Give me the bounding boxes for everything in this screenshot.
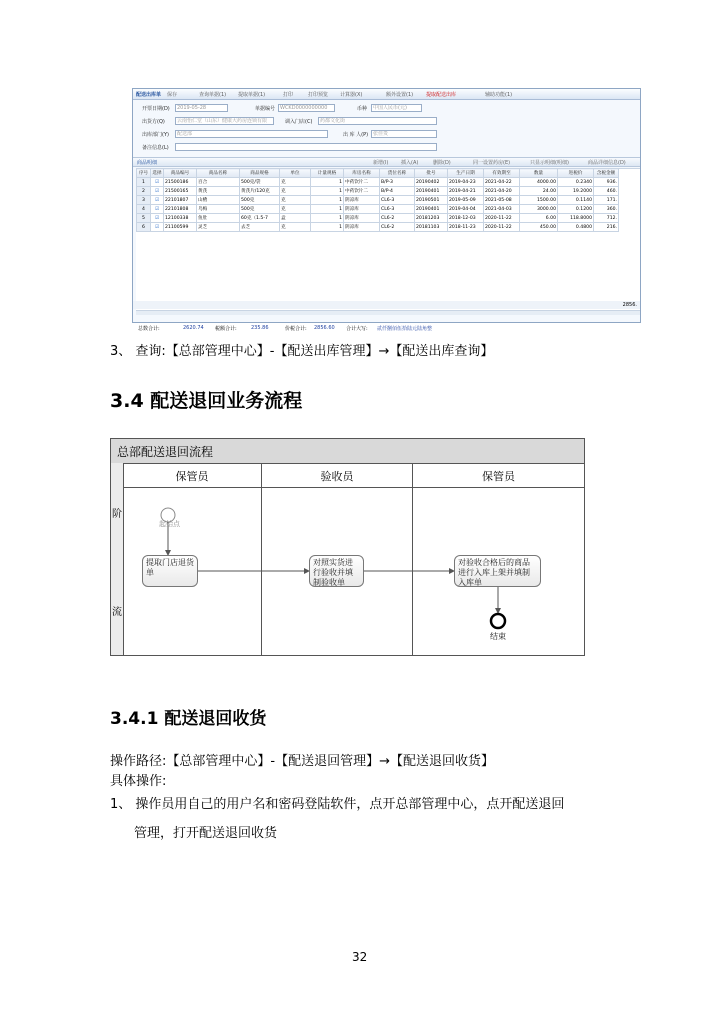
grid-cell: 阴凉库 [344,205,380,214]
qty-value: 2620.74 [183,325,204,331]
doc-no-field[interactable]: WCKD0000000000 [278,104,335,112]
tb-preview[interactable]: 打印预览 [308,92,329,98]
screenshot-toolbar [133,89,640,100]
person-label: 出 库 人(P) [343,132,369,138]
grid-cell: 灵芝 [197,223,240,232]
grid-row[interactable] [137,187,619,196]
grid-cell: 百合 [197,178,240,187]
grid-col-header[interactable]: 批号 [415,169,448,178]
goods-grid [136,168,619,232]
grid-cell: CL6-2 [380,223,415,232]
grid-cell: 克 [280,178,311,187]
flow-box-extract: 提取门店退货单 [142,555,198,587]
grid-col-header[interactable]: 有效期至 [484,169,520,178]
grid-cell: 936. [594,178,619,187]
flow-title: 总部配送退回流程 [117,445,214,459]
grid-col-header[interactable]: 商品规格 [240,169,280,178]
grid-cell: 2019-05-09 [448,196,484,205]
open-date-field[interactable]: 2019-05-28 [175,104,228,112]
amount-value: 2856.60 [314,325,335,331]
grid-cell: 216. [594,223,619,232]
doc-no-label: 单据编号 [255,106,276,112]
grid-cell: 鱼肚 [197,214,240,223]
tb-extra[interactable]: 额外设置(1) [386,92,414,98]
grid-cell: 20190401 [415,205,448,214]
grid-cell: 6.00 [520,214,558,223]
grid-cell: B/P-4 [380,187,415,196]
grid-cell: 22101808 [164,205,197,214]
grid-cell: 20190401 [415,187,448,196]
page-number: 32 [352,950,368,964]
grid-cell: 6 [137,223,151,232]
grid-cell: 500克/袋 [240,178,280,187]
grid-cell: 2021-05-08 [484,196,520,205]
grid-cell: 中药饮片二 [344,187,380,196]
section-3-4-1-heading: 3.4.1 配送退回收货 [110,709,267,729]
grid-cell: 118.8000 [558,214,594,223]
tb-extract-out[interactable]: 提取配送出库 [426,92,457,98]
grid-cell: 中药饮片二 [344,178,380,187]
flow-side-bottom: 流 [112,607,122,618]
grid-cell: 12100338 [164,214,197,223]
grid-col-header[interactable]: 数量 [520,169,558,178]
grid-cell: 4 [137,205,151,214]
grid-cell: 0.1200 [558,205,594,214]
tax-label: 税额合计: [215,326,237,332]
step1-line1: 1、 操作员用自己的用户名和密码登陆软件，点开总部管理中心，点开配送退回 [110,797,565,812]
flow-side-top: 阶 [112,509,122,520]
grid-cell: 20181103 [415,223,448,232]
grid-cell: 1 [311,214,344,223]
grid-cell: 克 [280,205,311,214]
grid-cell: 460. [594,187,619,196]
grid-delete[interactable]: 删除(D) [433,160,451,166]
currency-label: 币种 [357,106,368,112]
tb-extract[interactable]: 提取单据(1) [238,92,266,98]
grid-cell: 2021-04-22 [484,178,520,187]
grid-cell: 2019-04-21 [448,187,484,196]
tax-value: 235.86 [251,325,269,331]
grid-col-header[interactable]: 进税价 [558,169,594,178]
grid-cell: 2019-04-04 [448,205,484,214]
grid-cell: 2019-04-23 [448,178,484,187]
tb-aux[interactable]: 辅助功能(1) [485,92,513,98]
grid-col-header[interactable]: 含税金额 [594,169,619,178]
grid-cell: 2018-12-03 [448,214,484,223]
out-org-field[interactable]: 云南怡仁堂（山东）健康大药房连锁有限 [175,117,274,125]
grid-cell: 3000.00 [520,205,558,214]
grid-cell: 2020-11-22 [484,223,520,232]
flow-connectors [111,439,584,655]
grid-cell: 2021-04-03 [484,205,520,214]
in-store-field[interactable]: 药都文化街 [318,117,437,125]
grid-col-header[interactable]: 计量规格 [311,169,344,178]
open-date-label: 开票日期(D) [142,106,170,112]
flow-diagram [110,438,585,656]
flow-box-putaway: 对验收合格后的商品进行入库上架并填制入库单 [454,555,541,587]
dept-label: 出库部门(Y) [142,132,169,138]
grid-cell: 21100599 [164,223,197,232]
grid-cell: 去芝 [240,223,280,232]
grid-cell: 1 [311,223,344,232]
grid-cell: 1 [311,187,344,196]
total-value: 2856. [622,302,637,308]
qty-label: 总数合计: [138,326,160,332]
operation-path: 操作路径:【总部管理中心】-【配送退回管理】→【配送退回收货】 [110,754,494,769]
grid-cell: 4000.00 [520,178,558,187]
grid-cell: CL6-3 [380,205,415,214]
start-label: 起始点 [159,520,180,528]
grid-cell: 黄芪片/120克 [240,187,280,196]
grid-toolbar [133,157,640,167]
grid-col-header[interactable]: 商品名称 [197,169,240,178]
grid-cell: 2020-11-22 [484,214,520,223]
grid-cell: 0.2340 [558,178,594,187]
grid-cell: 360. [594,205,619,214]
grid-cell: 60克（1.5-7 [240,214,280,223]
grid-cell: 阴凉库 [344,214,380,223]
totals-row [133,301,640,309]
grid-cell: CL6-3 [380,196,415,205]
grid-row[interactable] [137,223,619,232]
grid-goods-info[interactable]: 商品详细信息(D) [588,160,626,166]
end-node [491,614,505,628]
grid-add[interactable]: 新增(I) [373,160,389,166]
upper-label: 合计大写: [346,326,368,332]
grid-col-header[interactable]: 货位名称 [380,169,415,178]
out-org-label: 出货方(Q) [142,119,165,125]
currency-field[interactable]: 中国人民币(元) [371,104,422,112]
grid-col-header[interactable]: 序号 [137,169,151,178]
grid-cell: 500克 [240,196,280,205]
tb-calc[interactable]: 计算器(X) [340,92,363,98]
grid-cell: 黄芪 [197,187,240,196]
grid-cell: 乌梅 [197,205,240,214]
tb-print[interactable]: 打印 [283,92,294,98]
grid-cell: 22101807 [164,196,197,205]
grid-col-header[interactable]: 生产日期 [448,169,484,178]
grid-col-header[interactable]: 库房名称 [344,169,380,178]
grid-insert[interactable]: 插入(A) [401,160,419,166]
grid-col-header[interactable]: 商品编号 [164,169,197,178]
amount-label: 价税合计: [285,326,307,332]
step3-text: 3、 查询:【总部管理中心】-【配送出库管理】→【配送出库查询】 [110,344,494,359]
grid-cell: 克 [280,196,311,205]
dept-field[interactable]: 配送部 [175,130,328,138]
lane-3-header: 保管员 [482,470,515,483]
grid-cell: 盒 [280,214,311,223]
grid-cell: 712. [594,214,619,223]
tb-query[interactable]: 查询单据(1) [199,92,227,98]
grid-cell: 171. [594,196,619,205]
grid-cell: 山楂 [197,196,240,205]
grid-row[interactable] [137,205,619,214]
end-label: 结束 [490,632,506,641]
grid-scrollbar[interactable] [136,310,640,315]
grid-cell: 3 [137,196,151,205]
detail-label: 具体操作: [110,774,167,789]
grid-cell: B/P-3 [380,178,415,187]
step1-line2: 管理，打开配送退回收货 [134,826,278,841]
lane-2-header: 验收员 [320,470,354,483]
grid-same-set[interactable]: 同一设置药房(E) [473,160,511,166]
grid-cell: 20190501 [415,196,448,205]
grid-cell: 20190402 [415,178,448,187]
grid-cell: 1 [311,178,344,187]
tb-save[interactable]: 保存 [167,92,178,98]
grid-col-header[interactable]: 单位 [280,169,311,178]
grid-cell: 1500.00 [520,196,558,205]
row-checkbox[interactable]: ☑ [151,205,164,214]
grid-row[interactable] [137,178,619,187]
grid-cell: CL6-2 [380,214,415,223]
grid-cell: 克 [280,187,311,196]
row-checkbox[interactable]: ☑ [151,178,164,187]
embedded-screenshot [132,88,641,323]
remark-field[interactable] [175,143,437,151]
grid-cell: 21500186 [164,178,197,187]
grid-cell: 5 [137,214,151,223]
row-checkbox[interactable]: ☑ [151,196,164,205]
grid-cell: 克 [280,223,311,232]
grid-title: 商品明细 [137,160,158,166]
grid-cell: 2021-04-20 [484,187,520,196]
grid-cell: 0.1140 [558,196,594,205]
grid-cell: 20181203 [415,214,448,223]
tb-doc-title: 配送出库单 [136,92,162,98]
grid-cell: 0.4800 [558,223,594,232]
grid-cell: 阴凉库 [344,196,380,205]
row-checkbox[interactable]: ☑ [151,223,164,232]
grid-detail-only[interactable]: 只显示明细(明细) [530,160,569,166]
grid-cell: 24.00 [520,187,558,196]
grid-cell: 1 [311,205,344,214]
person-field[interactable]: 张佳贵 [371,130,437,138]
grid-col-header[interactable]: 选择 [151,169,164,178]
in-store-label: 调入门店(C) [285,119,313,125]
upper-value: 贰仟捌佰伍拾陆元陆角整 [377,326,433,332]
row-checkbox[interactable]: ☑ [151,187,164,196]
grid-cell: 1 [311,196,344,205]
row-checkbox[interactable]: ☑ [151,214,164,223]
grid-row[interactable] [137,196,619,205]
flow-box-inspect: 对照实货进行验收并填制验收单 [309,555,364,587]
grid-cell: 阴凉库 [344,223,380,232]
grid-cell: 2 [137,187,151,196]
lane-1-header: 保管员 [175,470,209,483]
grid-cell: 21500165 [164,187,197,196]
grid-cell: 500克 [240,205,280,214]
grid-cell: 19.2000 [558,187,594,196]
grid-cell: 2018-11-23 [448,223,484,232]
remark-label: 备注信息(L) [142,145,169,151]
section-3-4-heading: 3.4 配送退回业务流程 [110,390,303,412]
grid-cell: 450.00 [520,223,558,232]
grid-row[interactable] [137,214,619,223]
grid-cell: 1 [137,178,151,187]
